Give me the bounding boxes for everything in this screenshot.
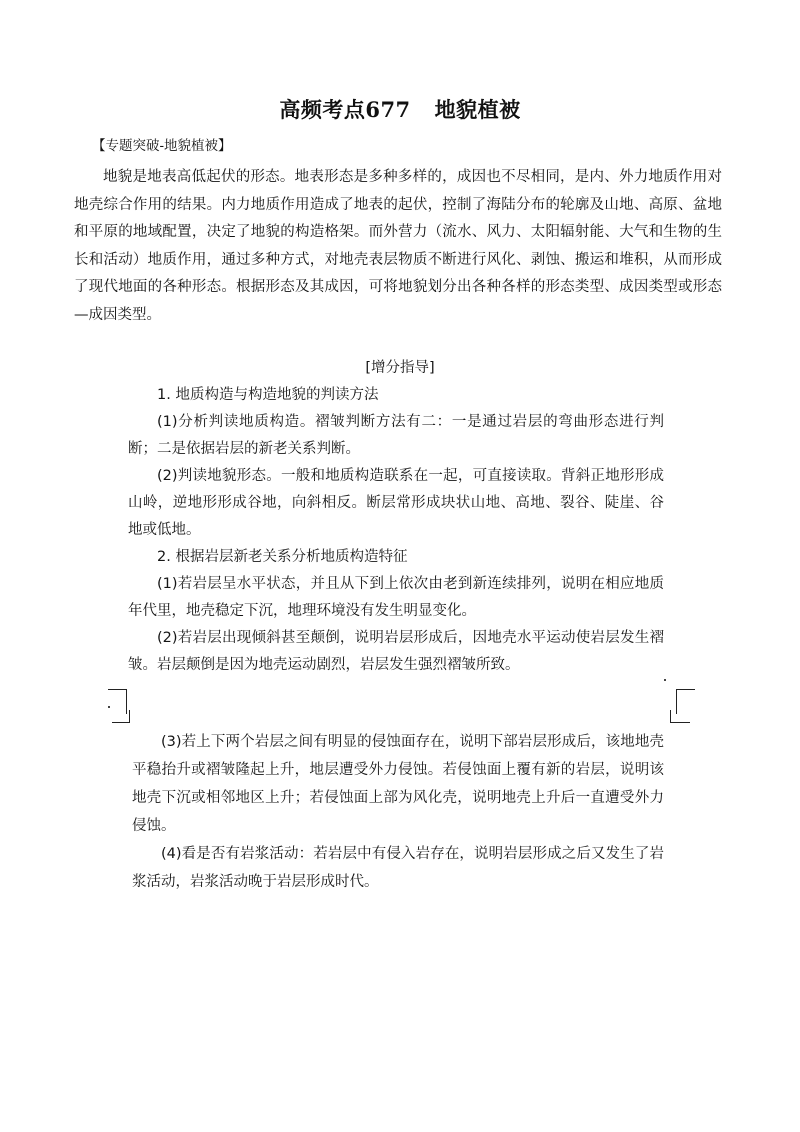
- section-1-point-2: (2)判读地貌形态。一般和地质构造联系在一起，可直接读取。背斜正地形形成山岭，逆地形形成谷地，向斜相反。断层常形成块状山地、高地、裂谷、陡崖、谷地或低地。: [128, 468, 664, 538]
- intro-paragraph: 地貌是地表高低起伏的形态。地表形态是多种多样的，成因也不尽相同，是内、外力地质作用对地壳综合作用的结果。内力地质作用造成了地表的起伏，控制了海陆分布的轮廓及山地、高原、盆地和平原的地域配置，决定了地貌的构造格架。而外营力（流水、风力、太阳辐射能、大气和生物的生长和活动）地质作用，通过多种方式，对地壳表层物质不断进行风化、剥蚀、搬运和堆积，从而形成了现代地面的各种形态。根据形态及其成因，可将地貌划分出各种各样的形态类型、成因类型或形态—成因类型。: [74, 169, 722, 323]
- section-1-title: 1. 地质构造与构造地貌的判读方法: [157, 387, 379, 403]
- section-2-point-1: (1)若岩层呈水平状态，并且从下到上依次由老到新连续排列，说明在相应地质年代里，地壳稳定下沉，地理环境没有发生明显变化。: [128, 576, 664, 619]
- boost-block-2: [132, 728, 664, 896]
- section-1-point-1: (1)分析判读地质构造。褶皱判断方法有二：一是通过岩层的弯曲形态进行判断；二是依据岩层的新老关系判断。: [128, 414, 664, 457]
- scan-dot-left: [108, 706, 110, 708]
- section-2-point-4: (4)看是否有岩浆活动：若岩层中有侵入岩存在，说明岩层形成之后又发生了岩浆活动，岩浆活动晚于岩层形成时代。: [132, 846, 664, 890]
- title-main: 高频考点677: [279, 97, 411, 122]
- boost-block-1: [128, 382, 664, 679]
- intro-section: [74, 164, 722, 329]
- scan-dot-right: [664, 679, 666, 681]
- crop-mark-bottom-left: [112, 716, 130, 723]
- title-sub: 地貌植被: [434, 97, 521, 122]
- crop-mark-top-right: [676, 689, 695, 714]
- boost-heading: [增分指导]: [365, 360, 435, 376]
- section-2-point-3: (3)若上下两个岩层之间有明显的侵蚀面存在，说明下部岩层形成后，该地地壳平稳抬升或褶皱隆起上升，地层遭受外力侵蚀。若侵蚀面上覆有新的岩层，说明该地壳下沉或相邻地区上升；若侵蚀面上部为风化壳，说明地壳上升后一直遭受外力侵蚀。: [132, 734, 664, 834]
- page-title: [0, 94, 800, 124]
- crop-mark-top-left: [108, 689, 127, 714]
- section-2-title: 2. 根据岩层新老关系分析地质构造特征: [157, 549, 408, 565]
- crop-mark-bottom-right: [670, 716, 690, 723]
- topic-tag: 【专题突破-地貌植被】: [92, 138, 232, 154]
- section-2-point-2: (2)若岩层出现倾斜甚至颠倒，说明岩层形成后，因地壳水平运动使岩层发生褶皱。岩层颠倒是因为地壳运动剧烈，岩层发生强烈褶皱所致。: [128, 630, 664, 673]
